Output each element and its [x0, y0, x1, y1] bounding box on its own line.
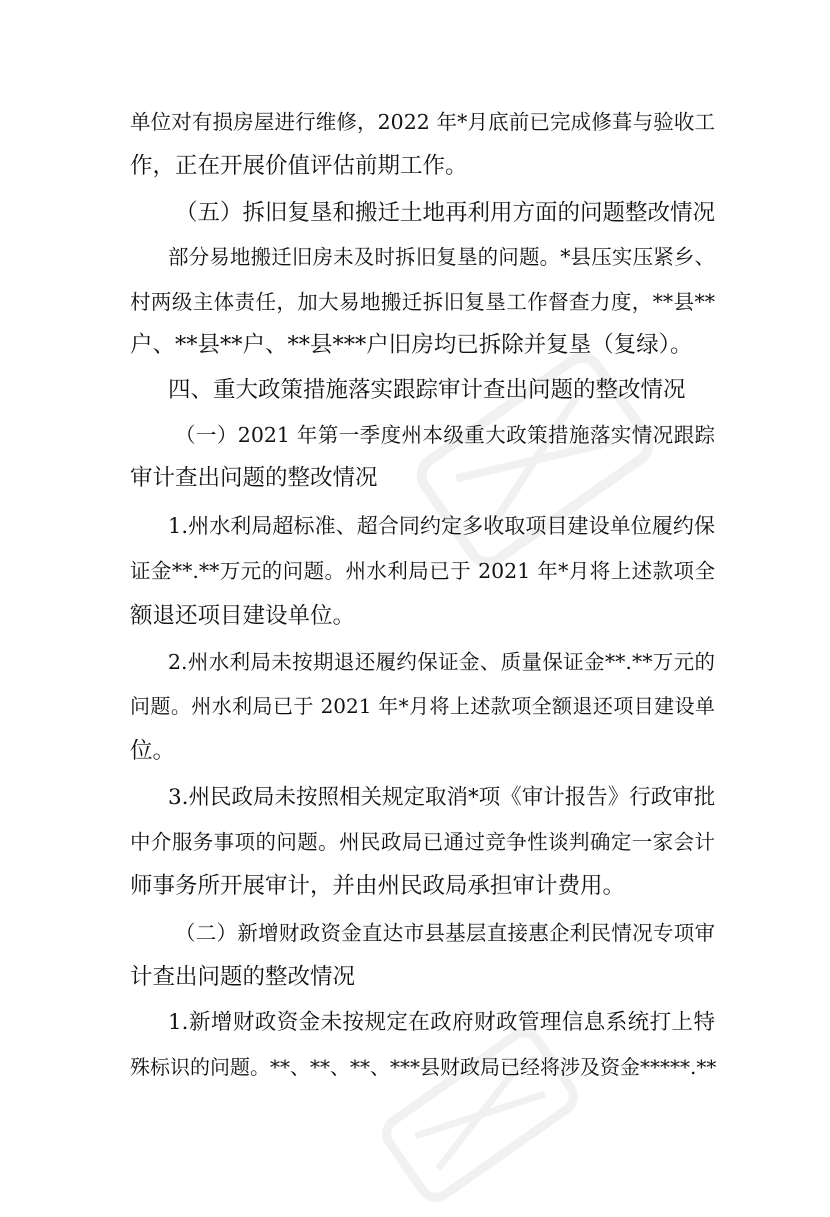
- watermark-stamp-lower: [367, 1013, 594, 1217]
- item-1-line-1: 1.州水利局超标准、超合同约定多收取项目建设单位履约保: [168, 514, 715, 538]
- paragraph-line-1: 单位对有损房屋进行维修，2022 年*月底前已完成修葺与验收工: [130, 110, 715, 134]
- section-heading-5: （五）拆旧复垦和搬迁土地再利用方面的问题整改情况: [175, 200, 716, 226]
- item-1b-line-1: 1.新增财政资金未按规定在政府财政管理信息系统打上特: [168, 1010, 715, 1035]
- paragraph-line-3: 部分易地搬迁旧房未及时拆旧复垦的问题。*县压实压紧乡、: [168, 245, 715, 269]
- subsection-heading-1: （一）2021 年第一季度州本级重大政策措施落实情况跟踪: [175, 423, 715, 447]
- item-3-line-2: 中介服务事项的问题。州民政局已通过竞争性谈判确定一家会计: [130, 830, 715, 854]
- item-1b-line-2: 殊标识的问题。**、**、**、***县财政局已经将涉及资金*****.**: [130, 1055, 717, 1079]
- chapter-heading-4: 四、重大政策措施落实跟踪审计查出问题的整改情况: [168, 377, 686, 403]
- paragraph-line-2: 作，正在开展价值评估前期工作。: [130, 153, 468, 179]
- subsection-heading-1-cont: 审计查出问题的整改情况: [130, 465, 378, 491]
- subsection-heading-2: （二）新增财政资金直达市县基层直接惠企利民情况专项审: [175, 921, 715, 945]
- item-2-line-3: 位。: [130, 738, 176, 764]
- item-3-line-1: 3.州民政局未按照相关规定取消*项《审计报告》行政审批: [168, 785, 716, 810]
- paragraph-line-4: 村两级主体责任，加大易地搬迁拆旧复垦工作督查力度，**县**: [130, 290, 715, 314]
- item-2-line-2: 问题。州水利局已于 2021 年*月将上述款项全额退还项目建设单: [130, 694, 715, 718]
- item-2-line-1: 2.州水利局未按期退还履约保证金、质量保证金**.**万元的: [168, 650, 715, 674]
- item-1-line-2: 证金**.**万元的问题。州水利局已于 2021 年*月将上述款项全: [130, 559, 715, 583]
- paragraph-line-5: 户、**县**户、**县***户旧房均已拆除并复垦（复绿）。: [130, 332, 693, 358]
- item-3-line-3: 师事务所开展审计，并由州民政局承担审计费用。: [130, 873, 626, 899]
- item-1-line-3: 额退还项目建设单位。: [130, 603, 356, 629]
- subsection-heading-2-cont: 计查出问题的整改情况: [130, 964, 356, 990]
